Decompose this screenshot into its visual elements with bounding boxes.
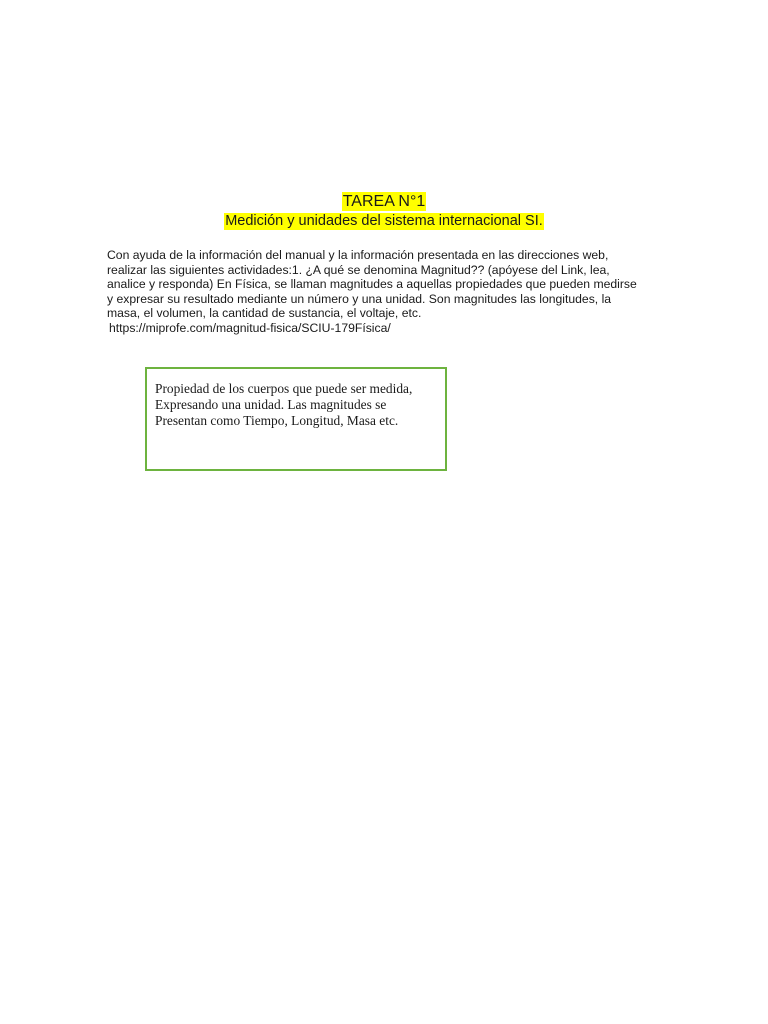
page-subtitle: Medición y unidades del sistema internacional SI.	[225, 213, 543, 229]
page-title: TAREA N°1	[342, 193, 426, 210]
answer-box[interactable]	[145, 367, 447, 471]
instructions-paragraph: Con ayuda de la información del manual y la información presentada en las direcciones web, realizar las siguientes actividades:1. ¿A qué se denomina Magnitud?? (apóyese del Link, lea, analice y responda) En Física, se llaman magnitudes a aquellas propiedades que pueden medirse y expresar su resultado mediante un número y una unidad. Son magnitudes las longitudes, la masa, el volumen, la cantidad de sustancia, el voltaje, etc.	[107, 248, 637, 321]
instructions-text	[107, 248, 667, 336]
title-block	[0, 192, 768, 230]
reference-link[interactable]: https://miprofe.com/magnitud-fisica/SCIU-179Física/	[109, 320, 391, 335]
answer-text: Propiedad de los cuerpos que puede ser medida, Expresando una unidad. Las magnitudes se Presentan como Tiempo, Longitud, Masa etc.	[155, 381, 413, 428]
